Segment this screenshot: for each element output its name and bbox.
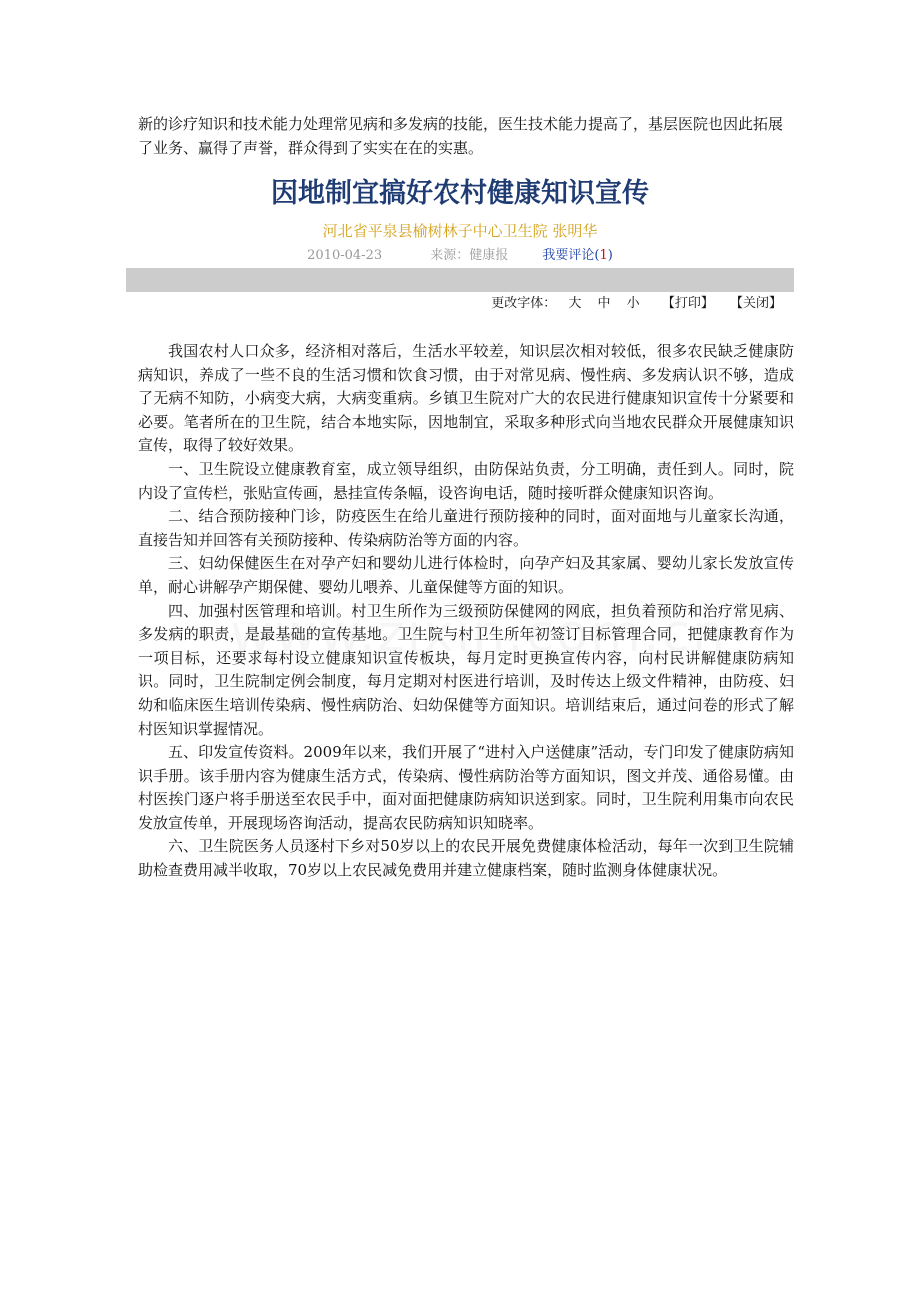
publish-date: 2010-04-23	[307, 248, 383, 263]
comment-close: )	[607, 248, 613, 263]
article-meta	[126, 246, 794, 266]
paragraph-6: 六、卫生院医务人员逐村下乡对50岁以上的农民开展免费健康体检活动，每年一次到卫生院辅助检查费用减半收取，70岁以上农民减免费用并建立健康档案，随时监测身体健康状况。	[138, 837, 794, 880]
change-font-label: 更改字体：	[491, 296, 557, 311]
comment-link[interactable]	[542, 246, 612, 266]
article-byline: 河北省平泉县榆树林子中心卫生院 张明华	[322, 222, 598, 240]
font-toolbar	[126, 294, 782, 314]
article-body	[138, 340, 794, 883]
comment-count: 1	[599, 248, 608, 263]
article-title: 因地制宜搞好农村健康知识宣传	[271, 178, 649, 209]
paragraph-3: 三、妇幼保健医生在对孕产妇和婴幼儿进行体检时，向孕产妇及其家属、婴幼儿家长发放宣传单，耐心讲解孕产期保健、婴幼儿喂养、儿童保健等方面的知识。	[138, 554, 794, 596]
comment-label: 我要评论(	[542, 248, 600, 263]
paragraph-2: 二、结合预防接种门诊，防疫医生在给儿童进行预防接种的同时，面对面地与儿童家长沟通，直接告知并回答有关预防接种、传染病防治等方面的内容。	[138, 507, 794, 549]
paragraph-5: 五、印发宣传资料。2009年以来，我们开展了“进村入户送健康”活动，专门印发了健康防病知识手册。该手册内容为健康生活方式，传染病、慢性病防治等方面知识，图文并茂、通俗易懂。由村医挨门逐户将手册送至农民手中，面对面把健康防病知识送到家。同时，卫生院利用集市向农民发放宣传单，开展现场咨询活动，提高农民防病知识知晓率。	[138, 743, 794, 832]
close-button[interactable]: 【关闭】	[729, 296, 782, 311]
paragraph-intro: 我国农村人口众多，经济相对落后，生活水平较差，知识层次相对较低，很多农民缺乏健康防病知识，养成了一些不良的生活习惯和饮食习惯，由于对常见病、慢性病、多发病认识不够，造成了无病不知防，小病变大病，大病变重病。乡镇卫生院对广大的农民进行健康知识宣传十分紧要和必要。笔者所在的卫生院，结合本地实际，因地制宜，采取多种形式向当地农民群众开展健康知识宣传，取得了较好效果。	[138, 342, 794, 455]
paragraph-1: 一、卫生院设立健康教育室，成立领导组织，由防保站负责，分工明确，责任到人。同时，院内设了宣传栏，张贴宣传画，悬挂宣传条幅，设咨询电话，随时接听群众健康知识咨询。	[138, 459, 794, 502]
article-source: 来源：健康报	[430, 248, 509, 263]
paragraph-4: 四、加强村医管理和培训。村卫生所作为三级预防保健网的网底，担负着预防和治疗常见病、多发病的职责，是最基础的宣传基地。卫生院与村卫生所年初签订目标管理合同，把健康教育作为一项目标，还要求每村设立健康知识宣传板块，每月定时更换宣传内容，向村民讲解健康防病知识。同时，卫生院制定例会制度，每月定期对村医进行培训，及时传达上级文件精神，由防疫、妇幼和临床医生培训传染病、慢性病防治、妇幼保健等方面知识。培训结束后，通过问卷的形式了解村医知识掌握情况。	[138, 601, 794, 738]
print-button[interactable]: 【打印】	[661, 296, 714, 311]
separator-bar	[126, 268, 794, 292]
lead-paragraph: 新的诊疗知识和技术能力处理常见病和多发病的技能，医生技术能力提高了，基层医院也因此拓展了业务、赢得了声誉，群众得到了实实在在的实惠。	[138, 115, 784, 157]
font-size-small-button[interactable]: 小	[626, 296, 640, 311]
font-size-medium-button[interactable]: 中	[597, 296, 611, 311]
font-size-large-button[interactable]: 大	[568, 296, 582, 311]
